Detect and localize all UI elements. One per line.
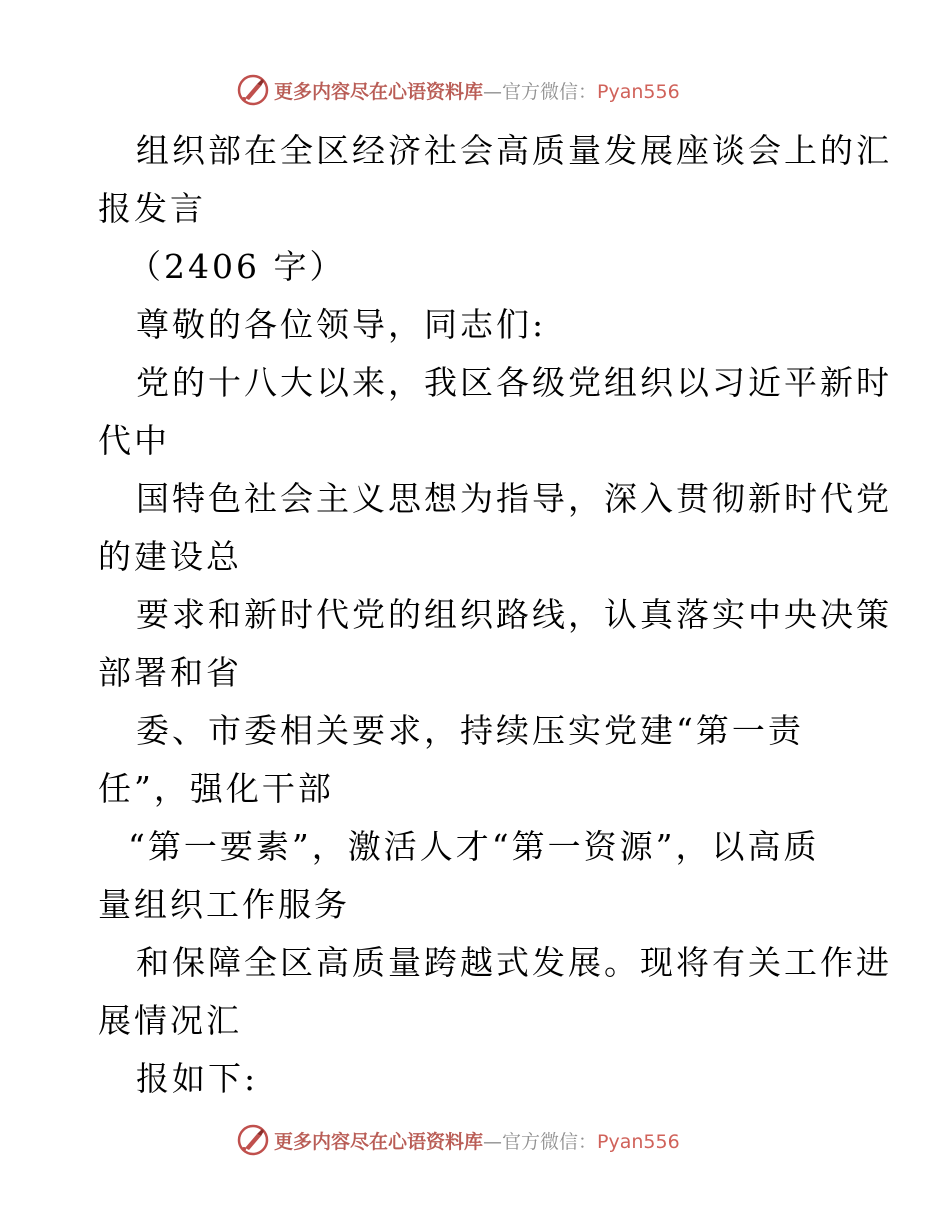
watermark-handle: Pyan556 xyxy=(597,1130,680,1153)
watermark-dash: — xyxy=(483,1130,503,1153)
watermark-official: 官方微信： xyxy=(502,80,598,103)
title-line-2: 报发言 xyxy=(98,189,206,228)
watermark-handle: Pyan556 xyxy=(597,80,680,103)
watermark-dash: — xyxy=(483,80,503,103)
watermark-brand: 更多内容尽在心语资料库 xyxy=(274,1130,484,1153)
paragraph-line: 展情况汇 xyxy=(98,1001,242,1040)
salutation: 尊敬的各位领导，同志们: xyxy=(136,305,547,344)
title-line-1: 组织部在全区经济社会高质量发展座谈会上的汇 xyxy=(136,131,892,170)
watermark-text xyxy=(274,77,680,104)
watermark-brand: 更多内容尽在心语资料库 xyxy=(274,80,484,103)
paragraph-line: 要求和新时代党的组织路线，认真落实中央决策 xyxy=(136,595,892,634)
paragraph-line: 党的十八大以来，我区各级党组织以习近平新时 xyxy=(136,363,892,402)
paragraph-line: 的建设总 xyxy=(98,537,242,576)
document-body xyxy=(98,122,892,1108)
paragraph-line: 报如下: xyxy=(136,1059,259,1098)
paragraph-line: 量组织工作服务 xyxy=(98,885,350,924)
paragraph-line: 国特色社会主义思想为指导，深入贯彻新时代党 xyxy=(136,479,892,518)
paragraph-line: 和保障全区高质量跨越式发展。现将有关工作进 xyxy=(136,943,892,982)
paragraph-line: 代中 xyxy=(98,421,170,460)
word-count: （2406 字） xyxy=(128,247,346,286)
pen-nib-logo-icon xyxy=(236,1123,270,1157)
watermark-footer xyxy=(236,1122,680,1158)
paragraph-line: 任”，强化干部 xyxy=(98,769,334,808)
pen-nib-logo-icon xyxy=(236,73,270,107)
watermark-header xyxy=(236,72,680,108)
watermark-text xyxy=(274,1127,680,1154)
paragraph-line: “第一要素”，激活人才“第一资源”，以高质 xyxy=(128,827,820,866)
paragraph-line: 部署和省 xyxy=(98,653,242,692)
watermark-official: 官方微信： xyxy=(502,1130,598,1153)
paragraph-line: 委、市委相关要求，持续压实党建“第一责 xyxy=(136,711,804,750)
